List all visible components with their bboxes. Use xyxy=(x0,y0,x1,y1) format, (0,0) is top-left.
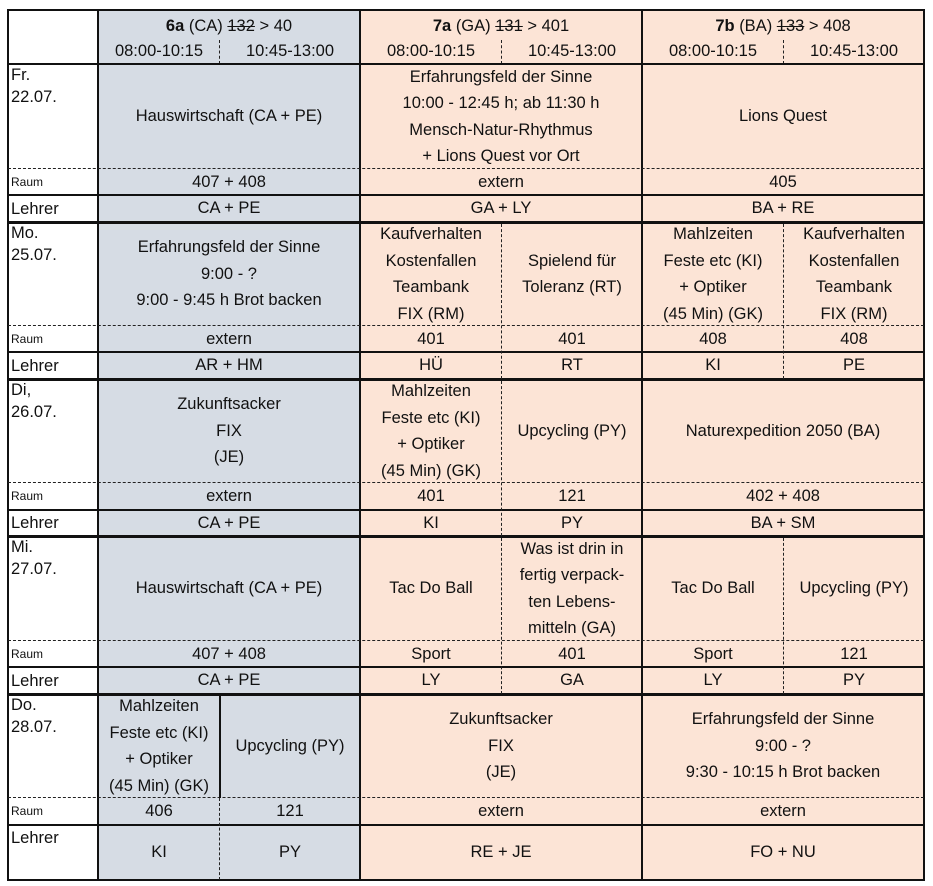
room-label: Raum xyxy=(8,641,98,667)
class-teacher: (BA) xyxy=(739,16,773,35)
thursday-6a-slot1-teacher: KI xyxy=(98,825,220,880)
class-6a-slot2: 10:45-13:00 xyxy=(220,38,360,64)
tuesday-7a-slot2-teacher: PY xyxy=(502,510,642,536)
thursday-6a-slot1-activity: Mahlzeiten Feste etc (KI) + Optiker (45 Min) (GK) xyxy=(98,694,220,798)
monday-7b-slot2-room: 408 xyxy=(784,326,924,352)
class-teacher: (CA) xyxy=(188,16,223,35)
wednesday-7b-slot1-activity: Tac Do Ball xyxy=(642,536,784,641)
wednesday-7b-slot1-room: Sport xyxy=(642,641,784,667)
grid-line xyxy=(783,224,784,379)
class-7a-header xyxy=(360,10,642,38)
grid-line xyxy=(8,351,924,353)
tuesday-6a-room: extern xyxy=(98,483,360,510)
day-date: 22.07. xyxy=(11,88,57,106)
grid-line xyxy=(8,168,924,169)
monday-7b-slot1-activity: Mahlzeiten Feste etc (KI) + Optiker (45 Min) (GK) xyxy=(642,222,784,326)
teacher-label: Lehrer xyxy=(8,195,98,222)
day-thursday xyxy=(8,694,98,798)
thursday-6a-slot1-room: 406 xyxy=(98,798,220,825)
monday-7a-slot1-activity: Kaufverhalten Kostenfallen Teambank FIX (RM) xyxy=(360,222,502,326)
grid-line xyxy=(501,40,502,64)
monday-7b-slot1-room: 408 xyxy=(642,326,784,352)
room-arrow: > xyxy=(808,16,819,35)
room-arrow: > xyxy=(527,16,538,35)
thursday-7a-activity: Zukunftsacker FIX (JE) xyxy=(360,694,642,798)
wednesday-7a-slot1-room: Sport xyxy=(360,641,502,667)
monday-7a-slot2-activity: Spielend für Toleranz (RT) xyxy=(502,222,642,326)
wednesday-7a-slot2-activity: Was ist drin in fertig verpack- ten Lebens- mitteln (GA) xyxy=(502,536,642,641)
grid-line xyxy=(8,325,924,326)
class-6a-slot1: 08:00-10:15 xyxy=(98,38,220,64)
grid-line xyxy=(219,696,221,798)
class-7b-header xyxy=(642,10,924,38)
class-7a-slot2: 10:45-13:00 xyxy=(502,38,642,64)
grid-line xyxy=(7,879,925,881)
thursday-6a-slot2-room: 121 xyxy=(220,798,360,825)
new-room: 401 xyxy=(541,16,570,35)
friday-7a-activity: Erfahrungsfeld der Sinne 10:00 - 12:45 h; ab 11:30 h Mensch-Natur-Rhythmus + Lions Quest vor Ort xyxy=(360,64,642,169)
day-date: 25.07. xyxy=(11,246,57,264)
day-date: 26.07. xyxy=(11,403,57,421)
monday-7b-slot1-teacher: KI xyxy=(642,352,784,379)
grid-line xyxy=(8,640,924,641)
class-teacher: (GA) xyxy=(455,16,491,35)
friday-6a-teacher: CA + PE xyxy=(98,195,360,222)
grid-line xyxy=(7,221,925,224)
grid-line xyxy=(923,9,925,881)
teacher-label: Lehrer xyxy=(8,510,98,536)
class-code: 6a xyxy=(165,16,185,35)
tuesday-7b-activity: Naturexpedition 2050 (BA) xyxy=(642,379,924,483)
day-name: Mo. xyxy=(11,224,39,242)
grid-line xyxy=(8,509,924,511)
grid-line xyxy=(501,538,502,694)
tuesday-7a-slot1-teacher: KI xyxy=(360,510,502,536)
room-arrow: > xyxy=(259,16,270,35)
class-code: 7a xyxy=(432,16,452,35)
friday-7a-teacher: GA + LY xyxy=(360,195,642,222)
room-label: Raum xyxy=(8,326,98,352)
room-label: Raum xyxy=(8,169,98,195)
corner-cell xyxy=(8,10,98,64)
day-name: Fr. xyxy=(11,66,31,84)
class-6a-header xyxy=(98,10,360,38)
grid-line xyxy=(359,9,361,881)
wednesday-6a-activity: Hauswirtschaft (CA + PE) xyxy=(98,536,360,641)
monday-7a-slot1-teacher: HÜ xyxy=(360,352,502,379)
monday-6a-room: extern xyxy=(98,326,360,352)
grid-line xyxy=(7,63,925,65)
wednesday-7b-slot2-activity: Upcycling (PY) xyxy=(784,536,924,641)
grid-line xyxy=(219,40,220,64)
teacher-label: Lehrer xyxy=(8,352,98,379)
new-room: 40 xyxy=(273,16,293,35)
tuesday-6a-teacher: CA + PE xyxy=(98,510,360,536)
grid-line xyxy=(8,666,924,668)
friday-7b-room: 405 xyxy=(642,169,924,195)
thursday-7b-room: extern xyxy=(642,798,924,825)
friday-7b-activity: Lions Quest xyxy=(642,64,924,169)
wednesday-7a-slot2-room: 401 xyxy=(502,641,642,667)
wednesday-7a-slot2-teacher: GA xyxy=(502,667,642,694)
day-wednesday xyxy=(8,536,98,641)
grid-line xyxy=(8,194,924,196)
class-7b-slot1: 08:00-10:15 xyxy=(642,38,784,64)
grid-line xyxy=(783,538,784,694)
wednesday-7b-slot1-teacher: LY xyxy=(642,667,784,694)
monday-7a-slot2-room: 401 xyxy=(502,326,642,352)
old-room: 132 xyxy=(227,16,255,35)
day-monday xyxy=(8,222,98,326)
day-friday xyxy=(8,64,98,169)
wednesday-6a-room: 407 + 408 xyxy=(98,641,360,667)
monday-6a-teacher: AR + HM xyxy=(98,352,360,379)
day-date: 27.07. xyxy=(11,560,57,578)
wednesday-6a-teacher: CA + PE xyxy=(98,667,360,694)
grid-line xyxy=(8,824,924,826)
tuesday-7a-slot2-room: 121 xyxy=(502,483,642,510)
grid-line xyxy=(7,9,925,11)
grid-line xyxy=(8,482,924,483)
teacher-label: Lehrer xyxy=(8,667,98,694)
friday-7b-teacher: BA + RE xyxy=(642,195,924,222)
class-7b-slot2: 10:45-13:00 xyxy=(784,38,924,64)
class-7a-slot1: 08:00-10:15 xyxy=(360,38,502,64)
day-name: Di, xyxy=(11,381,32,399)
grid-line xyxy=(97,9,99,881)
tuesday-6a-activity: Zukunftsacker FIX (JE) xyxy=(98,379,360,483)
monday-7b-slot2-teacher: PE xyxy=(784,352,924,379)
monday-7a-slot2-teacher: RT xyxy=(502,352,642,379)
tuesday-7a-slot2-activity: Upcycling (PY) xyxy=(502,379,642,483)
friday-7a-room: extern xyxy=(360,169,642,195)
day-tuesday xyxy=(8,379,98,483)
wednesday-7a-slot1-teacher: LY xyxy=(360,667,502,694)
old-room: 133 xyxy=(776,16,805,35)
new-room: 408 xyxy=(823,16,851,35)
thursday-7a-room: extern xyxy=(360,798,642,825)
tuesday-7a-slot1-room: 401 xyxy=(360,483,502,510)
grid-line xyxy=(783,40,784,64)
room-label: Raum xyxy=(8,483,98,510)
grid-line xyxy=(501,224,502,379)
teacher-label: Lehrer xyxy=(8,825,98,880)
grid-line xyxy=(641,9,643,881)
friday-6a-activity: Hauswirtschaft (CA + PE) xyxy=(98,64,360,169)
grid-line xyxy=(7,378,925,381)
grid-line xyxy=(219,798,220,880)
thursday-7b-activity: Erfahrungsfeld der Sinne 9:00 - ? 9:30 - 10:15 h Brot backen xyxy=(642,694,924,798)
friday-6a-room: 407 + 408 xyxy=(98,169,360,195)
old-room: 131 xyxy=(495,16,523,35)
tuesday-7b-teacher: BA + SM xyxy=(642,510,924,536)
thursday-6a-slot2-teacher: PY xyxy=(220,825,360,880)
tuesday-7b-room: 402 + 408 xyxy=(642,483,924,510)
monday-7b-slot2-activity: Kaufverhalten Kostenfallen Teambank FIX (RM) xyxy=(784,222,924,326)
class-code: 7b xyxy=(715,16,735,35)
wednesday-7b-slot2-room: 121 xyxy=(784,641,924,667)
grid-line xyxy=(7,693,925,696)
tuesday-7a-slot1-activity: Mahlzeiten Feste etc (KI) + Optiker (45 Min) (GK) xyxy=(360,379,502,483)
day-name: Do. xyxy=(11,696,37,714)
wednesday-7b-slot2-teacher: PY xyxy=(784,667,924,694)
room-label: Raum xyxy=(8,798,98,825)
grid-line xyxy=(7,535,925,538)
thursday-7a-teacher: RE + JE xyxy=(360,825,642,880)
grid-line xyxy=(7,9,9,881)
monday-6a-activity: Erfahrungsfeld der Sinne 9:00 - ? 9:00 - 9:45 h Brot backen xyxy=(98,222,360,326)
thursday-7b-teacher: FO + NU xyxy=(642,825,924,880)
grid-line xyxy=(501,381,502,536)
grid-line xyxy=(8,797,924,798)
day-date: 28.07. xyxy=(11,718,57,736)
day-name: Mi. xyxy=(11,538,33,556)
monday-7a-slot1-room: 401 xyxy=(360,326,502,352)
wednesday-7a-slot1-activity: Tac Do Ball xyxy=(360,536,502,641)
thursday-6a-slot2-activity: Upcycling (PY) xyxy=(220,694,360,798)
